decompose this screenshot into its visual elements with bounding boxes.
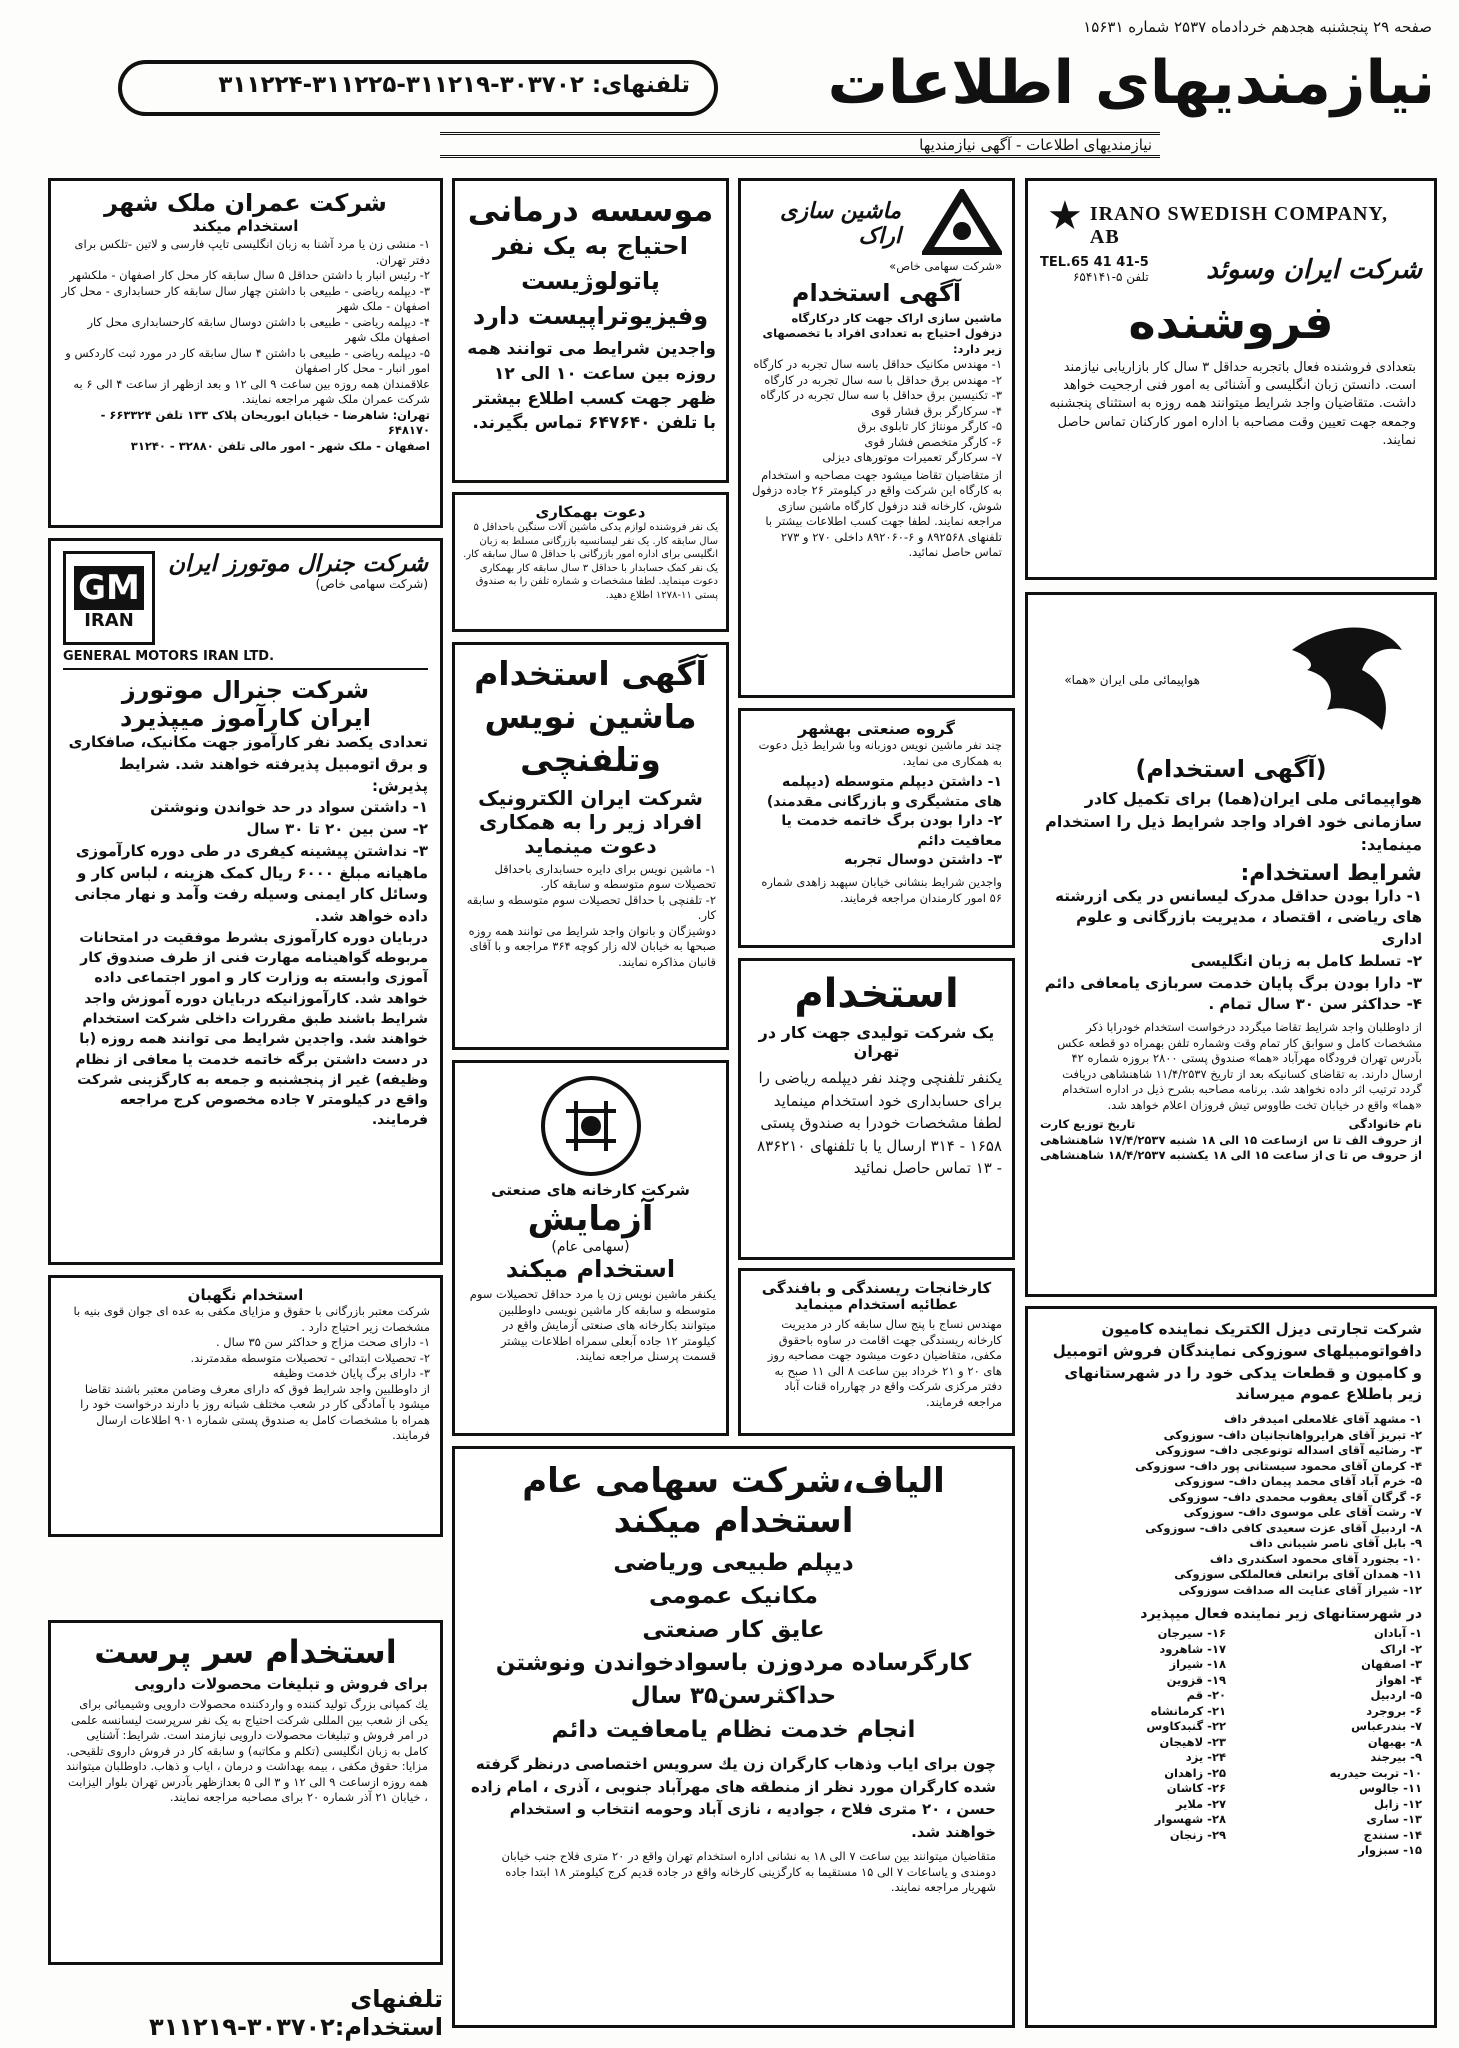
ad-subheading: یک شرکت تولیدی جهت کار در تهران [758,1023,995,1061]
company-english-name: GENERAL MOTORS IRAN LTD. [63,649,428,670]
english-phone: TEL.65 41 41-5 [1040,255,1149,270]
list-item: ۵- دیپلمه ریاضی - طبیعی با داشتن ۴ سال سابقه کار در مورد ثبت کاردکس و امور انبار - محل کار اصفهان [65,345,430,376]
ad-diesel-electric [1025,1306,1437,2028]
list-item: ۱۳- ساری [1366,1812,1422,1827]
list-item: ۳- داشتن دوسال تجربه [844,852,1002,869]
list-item: ۱۰- تربت حیدریه [1329,1765,1422,1780]
list-item: ۲۰- قم [1186,1688,1226,1703]
ad-heading: موسسه درمانی [467,191,714,229]
list-item: ۸- بهبهان [1367,1734,1422,1749]
list-item: ۴- اهواز [1376,1672,1422,1687]
ad-homa [1025,592,1437,1297]
ad-address: تهران: شاهرضا - خیابان ابوریحان پلاک ۱۳۳ تلفن ۶۶۳۳۲۴ - ۶۴۸۱۷۰ [100,407,430,438]
ad-subheading: استخدام میکند [505,1255,676,1283]
list-item: ۱۱- همدان آقای براتعلی فعالملکی سوزوکی [1174,1567,1422,1582]
list-item: ۲۱- کرمانشاه [1150,1703,1226,1718]
ad-closing: از متقاضیان تقاضا میشود جهت مصاحبه و استخدام به کارگاه این شرکت واقع در کیلومتر ۲۶ جاده دزفول شوش، کارخانه قند دزفول کارگاه ماشین سازی مراجعه نمایند. لطفا جهت کسب اطلاعات بیشتر با تلفنهای ۸۹۲۵۶۸ و ۶-۸۹۲۰۶۰ داخلی ۲۷۰ و ۲۷۳ تماس حاصل نمائید. [751,467,1002,560]
list-item: ۴- کرمان آقای محمود سیستانی پور داف- سوزوکی [1135,1458,1422,1473]
list-item: کارگرساده مردوزن باسوادخواندن ونوشتن [495,1650,972,1677]
list-item: ۶- گرگان آقای یعقوب محمدی داف- سوزوکی [1168,1489,1422,1504]
list-item: ۱۴- سنندج [1363,1827,1422,1842]
list-item: ۱۲- زابل [1374,1796,1422,1811]
ad-azmayesh [452,1060,729,1436]
ad-body: یک نفر فروشنده لوازم یدکی ماشین آلات سنگین باحداقل ۵ سال سابقه کار. یک نفر لیسانسیه بازرگانی مسلط به زبان انگلیسی برای اداره امور بازرگانی با حداقل ۵ سال سابقه کار. یک نفر کمک حسابدار با حداقل ۳ سال سابقه کار بهمکاری دعوت مینماید. لطفا مشخصات و شماره تلفن را به صندوق پستی ۱۱-۱۲۷۸ اطلاع دهید. [463,522,718,601]
list-item: ۳- دارای برگ پایان خدمت وظیفه [272,1366,430,1381]
ad-heading: شرکت عمران ملک شهر [104,189,387,217]
list-item: ۱۵- سبزوار [1358,1843,1422,1858]
list-item: ۲- سن بین ۲۰ تا ۳۰ سال [246,820,428,838]
list-item: ۱- ماشین نویس برای دایره حسابداری باحداقل تحصیلات سوم متوسطه و سابقه کار. [494,861,716,892]
list-item: ماشین نویس [484,696,697,736]
ad-closing: از داوطلبین واجد شرایط فوق که دارای معرف وضامن معتبر باشند تقاضا میشود با آمادگی کار در شعب مختلف شبانه روز با دارند درخواست خود را همراه با مشخصات کامل به صندوق پستی شماره ۹۰۱ اطلاعات ارسال فرمایند. [80,1381,430,1443]
ad-subheading: در شهرستانهای زیر نماینده فعال میپذیرد [1140,1606,1422,1623]
ad-closing: علاقمندان همه روزه بین ساعت ۹ الی ۱۲ و بعد ازظهر از ساعت ۴ الی ۶ به شرکت عمران ملک شهر مراجعه نمایند. [73,376,430,407]
ad-heading: استخدام [794,971,959,1017]
ad-iran-electronic [452,642,729,1050]
ad-heading: استخدام سر پرست [94,1633,397,1671]
list-item: ۸- اردبیل آقای عزت سعیدی کافی داف- سوزوکی [1145,1520,1422,1535]
ad-heading: آگهی استخدام [791,278,962,307]
ad-heading: گروه صنعتی بهشهر [798,719,955,738]
list-item: ۳- دیپلمه ریاضی - طبیعی با داشتن چهار سال سابقه کار حسابداری - محل کار اصفهان - ملک شهر [61,283,430,314]
list-item: ۱۸- شیراز [1169,1657,1226,1672]
list-item: ۹- بیرجند [1370,1750,1422,1765]
list-item: ۲۶- کاشان [1166,1781,1226,1796]
list-item: ۵- کارگر مونتاژ کار تابلوی برق [857,419,1002,434]
table-header: تاریخ توزیع کارت [1040,1117,1136,1132]
list-item: انجام خدمت نظام یامعافیت دائم [551,1716,916,1743]
ad-body: یك کمپانی بزرگ تولید کننده و واردکننده محصولات دارویی وشیمیائی برای یکی از شعب بین المللی شرکت احتیاج به یک نفر سرپرست لیسانسه علمی در امر فروش و تبلیغات محصولات دارویی نیازمند است. شرایط: آشنایی کامل به زبان انگلیسی (تکلم و مکاتبه) و سابقه کار در فروش داروی تلقیحی. مزایا: حقوق مکفی ، بیمه بهداشت و درمان ، ایاب و ذهاب. داوطلبان میتوانند همه روزه ازساعت ۹ الی ۱۲ و ۳ الی ۵ بعدازظهر بآدرس تهران بلوار الیزابت ، خیابان ۲۱ آذر شماره ۲۰ برای مصاحبه مراجعه نمایند. [65,1697,428,1805]
ad-cooperation [452,492,729,632]
ad-intro: شرکت معتبر بازرگانی با حقوق و مزایای مکفی به عده ای جوان قوی بنیه با مشخصات زیر احتیاج دارد . [73,1304,430,1334]
company-subtitle: (شرکت سهامی خاص) [315,577,428,591]
gm-logo-caption: IRAN [84,609,134,631]
header-phones: تلفنهای: ۳۰۳۷۰۲-۳۱۱۲۱۹-۳۱۱۲۲۵-۳۱۱۲۲۴ [218,72,690,98]
list-item: ۱- دارای صحت مزاج و حداکثر سن ۳۵ سال . [216,1335,430,1350]
list-item: ۱۹- قزوین [1166,1672,1226,1687]
ad-address: اصفهان - ملک شهر - امور مالی تلفن ۳۲۸۸۰ - ۳۱۲۴۰ [130,438,430,453]
list-item: ۶- بروجرد [1366,1703,1422,1718]
ad-heading: استخدام نگهبان [187,1286,304,1304]
list-item: ۳- رضائیه آقای اسداله تونوعجی داف- سوزوکی [1155,1443,1422,1458]
footer-phones: تلفنهای استخدام:۳۰۳۷۰۲-۳۱۱۲۱۹ [149,1985,443,2041]
list-item: ۱۶- سیرجان [1157,1626,1226,1641]
list-item: ۲- دارا بودن برگ خاتمه خدمت یا معافیت دائم [781,813,1002,849]
azmayesh-logo-icon [465,1071,716,1181]
list-item: ۶- کارگر متخصص فشار قوی [864,434,1002,449]
company-name: آزمایش [527,1199,654,1239]
ad-heading: شرکت جنرال موتورز [121,676,370,704]
company-english-name: IRANO SWEDISH COMPANY, AB [1089,203,1389,248]
ad-subheading: برای فروش و تبلیغات محصولات دارویی [134,1675,428,1693]
list-item: ۱- داشتن سواد در حد خواندن ونوشتن [150,798,428,817]
list-item: ۵- خرم آباد آقای محمد پیمان داف- سوزوکی [1174,1474,1422,1489]
list-item: ۱- آبادان [1373,1626,1422,1641]
list-item: ۳- نداشتن پیشینه کیفری در طی دوره کارآموزی ماهیانه مبلغ ۶۰۰۰ ریال کمک هزینه ، لباس کار و وسائل کار ایمنی وسیله رفت وآمد و نهار مجانی داده خواهد شد. [74,841,428,925]
list-item: ۲۵- زاهدان [1164,1765,1226,1780]
ad-body: بتعدادی فروشنده فعال باتجربه حداقل ۳ سال کار بازاریابی نیازمند است. دانستن زبان انگلیسی و آشنائی به امور فنی ارجحیت خواهد داشت. متقاضیان واجد شرایط میتوانند همه روزه به استثنای پنجشنبه وجمعه جهت تعیین وقت مصاحبه با اداره امور کارکنان تماس حاصل نمایند. [1049,360,1416,448]
list-item: ۷- رشت آقای علی موسوی داف- سوزوکی [1183,1505,1422,1520]
arak-logo-icon [922,189,1002,259]
list-item: ۲- تسلط کامل به زبان انگلیسی [1190,951,1422,970]
ad-body: یکنفر تلفنچی وچند نفر دیپلمه ریاضی را برای حسابداری خود استخدام مینماید لطفا مشخصات خودرا به صندوق پستی ۱۶۵۸ - ۳۱۴ ارسال یا با تلفنهای ۸۳۶۲۱۰ - ۱۳ تماس حاصل نمائید [757,1069,1002,1177]
table-header: نام خانوادگی [1348,1117,1422,1132]
list-item: ۲۸- شهسوار [1154,1812,1226,1827]
ad-guard [48,1275,443,1537]
list-item: ۲- تحصیلات ابتدائی - تحصیلات متوسطه مقدمترند. [190,1350,430,1365]
ad-omran-malekshahr [48,178,443,528]
ad-intro: هواپیمائی ملی ایران(هما) برای تکمیل کادر سازمانی خود افراد واجد شرایط ذیل را استخدام مینماید: [1045,789,1422,855]
homa-bird-logo-icon [1272,610,1422,750]
ad-irano-swedish [1025,178,1437,580]
ad-intro: چند نفر ماشین نویس دوزبانه وبا شرایط ذیل دعوت به همکاری می نماید. [758,738,1002,768]
company-name: ماشین سازی اراک [780,199,901,249]
list-item: ۱- منشی زن یا مرد آشنا به زبان انگلیسی تایپ فارسی و لاتین -تلکس برای دفتر تهران. [74,237,430,267]
list-item: ۲- تلفنچی با حداقل تحصیلات سوم متوسطه و سابقه کار. [466,892,716,923]
conditions-title: شرایط استخدام: [1240,860,1422,886]
ad-ataieh-textile [738,1268,1015,1436]
ad-intro: ماشین سازی اراک جهت کار درکارگاه دزفول احتیاج به تعدادی افراد با تخصصهای زیر دارد: [762,310,1002,356]
company-type: (سهامی عام) [551,1239,630,1255]
masthead-subline: نیازمندیهای اطلاعات - آگهی نیازمندیها [440,132,1160,158]
list-item: وتلفنچی [520,739,661,779]
ad-heading: دعوت بهمکاری [535,503,646,521]
list-item: ۷- سرکارگر تعمیرات موتورهای دیزلی [822,450,1002,465]
company-subtitle: «شرکت سهامی خاص» [889,259,1002,273]
list-item: ۷- بندرعباس [1351,1719,1422,1734]
ad-body: چون برای ایاب وذهاب کارگران زن یك سرویس اختصاصی درنظر گرفته شده کارگران مورد نظر از منطقه های مهرآباد جنوبی ، آذری ، امام زاده حسن ، ۲۰ متری فلاح ، جوادیه ، نازی آباد وحومه انتخاب و استخدام خواهند شد. [471,1755,996,1841]
list-item: ۲- تبریز آقای هرایرواهانجانیان داف- سوزوکی [1163,1427,1422,1442]
ad-invite: افراد زیر را به همکاری [478,809,703,834]
list-item: ۴- دیپلمه ریاضی - طبیعی با داشتن دوسال سابقه کارحسابداری محل کار اصفهان ملک شهر [87,314,430,345]
list-item: ۳- دارا بودن برگ پایان خدمت سربازی یامعافی دائم [1044,973,1422,992]
list-item: احتیاج به یک نفر [493,232,688,260]
masthead-title: نیازمندیهای اطلاعات [827,48,1435,118]
list-item: ۱- مهندس مکانیک حداقل باسه سال تجربه در کارگاه [753,357,1002,372]
star-logo-icon: ★ [1047,193,1083,239]
table-row: از حروف الف تا س ازساعت ۱۵ الی ۱۸ شنبه ۱۷/۴/۲۵۳۷ شاهنشاهی [1040,1132,1422,1147]
list-item: ۲۳- لاهیجان [1159,1734,1226,1749]
ad-heading: فروشنده [1128,295,1334,349]
ad-behshahr [738,708,1015,948]
list-item: ۳- اصفهان [1361,1657,1422,1672]
list-item: ۲- اراک [1379,1641,1422,1656]
ad-body: واجدین شرایط می توانند همه روزه بین ساعت ۱۰ الی ۱۲ ظهر جهت کسب اطلاع بیشتر با تلفن ۶۴۷۶۴۰ تماس بگیرند. [467,339,716,434]
ad-clinic [452,178,729,483]
persian-phone: تلفن ۵-۶۵۴۱۴۱ [1072,270,1149,284]
list-item: وفیزیوتراپیست دارد [472,301,709,330]
header-phones-frame [118,60,718,116]
list-item: ۱- داشتن دیپلم متوسطه (دیپلمه های متشیگری و بازرگانی مقدمند) [766,774,1002,810]
gm-logo [63,551,155,645]
ad-heading: شرکت کارخانه های صنعتی [491,1181,690,1199]
list-item: پاتولوژیست [521,266,660,295]
list-item: ۳- تکنیسین برق حداقل با سه سال تجربه در کارگاه [760,388,1002,403]
ad-closing: دوشیزگان و بانوان واجد شرایط می توانند همه روزه صبحها به خیابان لاله زار کوچه ۳۶۴ مراجعه و با آقای قانبان مذاکره نمایند. [468,923,716,969]
company-persian-name: شرکت ایران وسوئد [1206,255,1422,285]
list-item: آگهی استخدام [474,654,707,693]
ad-subheading: استخدام میکند [613,1501,854,1541]
ad-subheading: ایران کارآموز میپذیرد [120,704,371,732]
list-item: ۲- مهندس برق حداقل با سه سال تجربه در کارگاه [764,372,1002,387]
list-item: ۲۴- یزد [1185,1750,1226,1765]
ad-invite-2: دعوت مینماید [524,833,657,858]
list-item: ۱۱- جالوس [1359,1781,1422,1796]
ad-subheading: استخدام میکند [192,217,299,235]
ad-production-company [738,958,1015,1260]
list-item: ۴- سرکارگر برق فشار قوی [870,403,1002,418]
list-item: دیپلم طبیعی وریاضی [613,1550,854,1576]
list-item: ۱۷- شاهرود [1159,1641,1226,1656]
ad-intro: تعدادی یکصد نفر کارآموز جهت مکانیک، صافکاری و برق اتومبیل پذیرفته خواهند شد. شرایط پذیرش: [68,733,428,795]
ad-heading: کارخانجات ریسندگی و بافندگی [761,1279,992,1297]
ad-heading: (آگهی استخدام) [1135,755,1327,783]
ad-body: دربایان دوره کارآموزی بشرط موفقیت در امتحانات مربوطه گواهینامه مهارت فنی از طرف صندوق کار آموزی وابسته به وزارت کار و امور اجتماعی داده خواهد شد. کارآموزانیکه دربایان دوره آموزش واجد شرایط باشند طبق مقررات داخلی شرکت استخدام خواهند شد. واجدین شرایط می توانند همه روزه (با در دست داشتن برگه خاتمه خدمت یا معافی از نظام وظیفه) غیر از پنجشنبه و جمعه به کارگزینی شرکت واقع در کیلومتر ۷ جاده مخصوص کرج مراجعه فرمایند. [75,929,428,1129]
ad-closing: متقاضیان میتوانند بین ساعت ۷ الی ۱۸ به نشانی اداره استخدام تهران واقع در ۲۰ متری فلاح جنب خیابان دومندی و یاساعات ۷ الی ۱۵ مستقیما به کارگزینی کارخانه واقع در جاده قدیم کرج کیلومتر ۱۸ ابتدا جاده شهریار مراجعه نمایند. [501,1849,996,1895]
ad-subheading: عطائیه استخدام مینماید [794,1297,959,1313]
ad-heading: الیاف،شرکت سهامی عام [522,1461,945,1501]
list-item: ۱- مشهد آقای غلامعلی امیدفر داف [1223,1412,1422,1426]
list-item: مکانیک عمومی [649,1583,818,1610]
list-item: ۱۰- بجنورد آقای محمود اسکندری داف [1209,1551,1422,1566]
list-item: ۲۲- گنبدکاوس [1146,1719,1226,1734]
ad-body: از داوطلبان واجد شرایط تقاضا میگردد درخواست استخدام خودرابا ذکر مشخصات کامل و سوابق کار تمام وقت وشماره تلفن بهمراه دو قطعه عکس بآدرس تهران فرودگاه مهرآباد «هما» صندوق پستی ۲۸۰۰ بروزه شماره ۴۲ ارسال دارند. به تقاضای کسانیکه بعد از تاریخ ۱۱/۴/۲۵۳۷ شاهنشاهی دریافت گردد ترتیب اثر داده نخواهد شد. برنامه مصاحبه بشرح ذیل در اداره استخدام «هما» واقع در خیابان تخت طاووس تیش فروزان اعلام خواهد شد. [1057,1020,1422,1112]
list-item: ۱- دارا بودن حداقل مدرک لیسانس در یکی ازرشته های ریاضی ، اقتصاد ، مدیریت بازرگانی و علوم اداری [1055,886,1422,949]
ad-body: مهندس نساج با پنج سال سابقه کار در مدیریت کارخانه ریسندگی جهت اقامت در ساوه باحقوق مکفی، متقاضیان دعوت میشود جهت مصاحبه روز های ۲۰ و ۲۱ خرداد بین ساعت ۸ الی ۱۱ صبح به دفتر مرکزی شرکت واقع در چهارراه قنات آباد مراجعه فرمایند. [767,1317,1002,1409]
list-item: ۴- حداکثر سن ۳۰ سال تمام . [1208,995,1422,1014]
list-item: ۵- اردبیل [1370,1688,1422,1703]
ad-supervisor [48,1620,443,1965]
list-item: ۲۹- زنجان [1169,1827,1226,1842]
company-name: شرکت جنرال موتورز ایران [168,551,428,577]
list-item: ۱۲- شیراز آقای عنایت اله صداقت سوزوکی [1178,1582,1422,1597]
list-item: ۲- رئیس انبار با داشتن حداقل ۵ سال سابقه کار محل کار اصفهان - ملکشهر [69,268,430,283]
gm-logo-mark: GM [74,566,144,610]
list-item: حداکثرسن۳۵ سال [630,1683,837,1710]
list-item: ۹- بابل آقای ناصر شیبانی داف [1249,1536,1422,1551]
homa-logo-text: هواپیمائی ملی ایران «هما» [1064,673,1200,687]
list-item: ۲۷- ملایر [1175,1796,1226,1811]
list-item: عایق کار صنعتی [642,1616,825,1643]
ad-body: یکنفر ماشین نویس زن یا مرد حداقل تحصیلات سوم متوسطه و سابقه کار ماشین نویسی داوطلبین میتوانند بکارخانه های صنعتی آزمایش واقع در کیلومتر ۱۲ جاده آبعلی سمراه اطلاعات بیشتر قسمت پرسنل مراجعه نمایند. [469,1287,716,1364]
ad-general-motors [48,538,443,1265]
ad-arak-machine [738,178,1015,698]
table-row: از حروف ص تا ی از ساعت ۱۵ الی ۱۸ یکشنبه ۱۸/۴/۲۵۳۷ شاهنشاهی [1040,1148,1422,1163]
company-name: شرکت ایران الکترونیک [478,785,703,810]
ad-closing: واجدین شرایط بنشانی خیابان سپهبد زاهدی شماره ۵۶ امور کارمندان مراجعه فرمایند. [761,875,1002,905]
ad-alyaf [452,1446,1015,2028]
ad-heading: شرکت تجارتی دیزل الکتریک نماینده کامیون دافواتومبیلهای سوزوکی نمایندگان فروش اتومبیل و کامیون و قطعات یدکی خود را در شهرستانهای زیر باطلاع عموم میرساند [1052,1320,1422,1404]
page-info: صفحه ۲۹ پنجشنبه هجدهم خردادماه ۲۵۳۷ شماره ۱۵۶۳۱ [1083,18,1432,36]
